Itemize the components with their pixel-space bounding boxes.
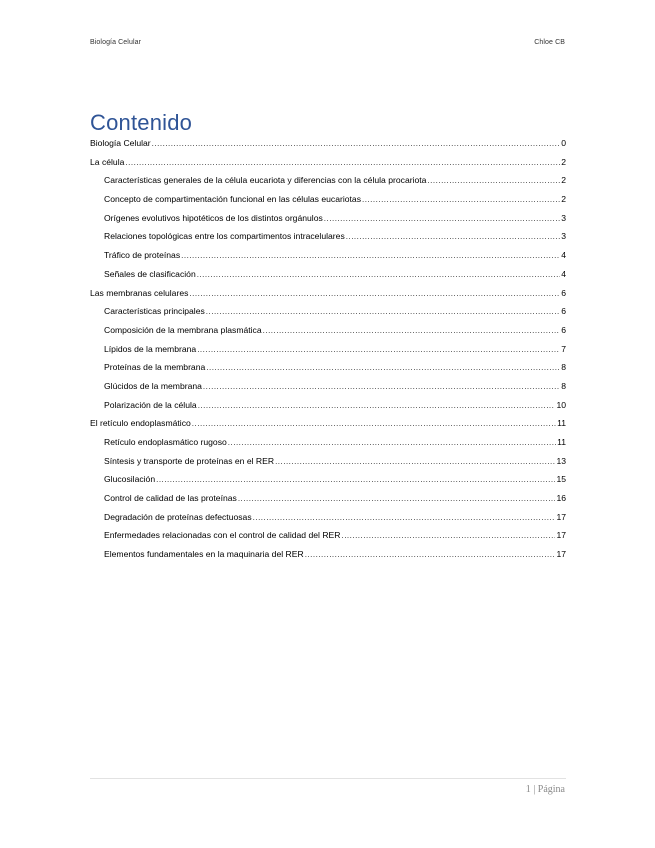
toc-entry[interactable] <box>90 175 566 194</box>
toc-leader-dots <box>253 513 556 522</box>
toc-entry-label: Biología Celular <box>90 138 151 148</box>
toc-entry-page: 16 <box>556 493 566 504</box>
toc-entry-page: 15 <box>556 474 566 485</box>
toc-entry-label: Polarización de la célula <box>104 399 197 410</box>
table-of-contents <box>90 138 566 568</box>
toc-leader-dots <box>263 326 561 335</box>
toc-entry-page: 17 <box>556 549 566 560</box>
toc-entry-page: 6 <box>561 324 566 335</box>
toc-entry-label: Retículo endoplasmático rugoso <box>104 437 227 447</box>
toc-entry-page: 2 <box>561 194 566 205</box>
toc-entry-page: 2 <box>561 156 566 167</box>
toc-leader-dots <box>228 438 556 447</box>
toc-entry-page: 3 <box>561 212 566 223</box>
toc-entry-page: 11 <box>557 437 566 447</box>
toc-entry-label: Señales de clasificación <box>104 268 196 279</box>
toc-entry-label: Tráfico de proteínas <box>104 250 181 261</box>
toc-entry-page: 6 <box>561 287 566 298</box>
toc-entry-page: 0 <box>561 138 566 148</box>
toc-entry[interactable] <box>90 344 566 363</box>
toc-entry[interactable] <box>90 306 566 325</box>
toc-entry-label: Orígenes evolutivos hipotéticos de los distintos orgánulos <box>104 212 323 223</box>
toc-entry[interactable] <box>90 325 566 344</box>
toc-entry-label: Elementos fundamentales en la maquinaria del RER <box>104 549 304 560</box>
footer-divider <box>90 778 566 779</box>
toc-entry-page: 17 <box>556 511 566 522</box>
toc-entry-label: Las membranas celulares <box>90 287 189 298</box>
toc-entry-label: Síntesis y transporte de proteínas en el RER <box>104 455 275 466</box>
toc-entry[interactable] <box>90 288 566 307</box>
toc-leader-dots <box>192 419 556 428</box>
toc-entry-page: 4 <box>561 250 566 261</box>
toc-entry[interactable] <box>90 231 566 250</box>
page-title: Contenido <box>90 110 193 135</box>
toc-entry[interactable] <box>90 530 566 549</box>
toc-entry[interactable] <box>90 213 566 232</box>
toc-leader-dots <box>181 251 560 260</box>
toc-entry-page: 10 <box>556 399 566 410</box>
toc-entry[interactable] <box>90 194 566 213</box>
toc-entry[interactable] <box>90 418 566 437</box>
toc-leader-dots <box>156 475 555 484</box>
toc-leader-dots <box>152 139 561 148</box>
toc-entry-page: 3 <box>561 231 566 242</box>
toc-leader-dots <box>206 363 560 372</box>
toc-leader-dots <box>203 382 560 391</box>
toc-entry-label: Concepto de compartimentación funcional en las células eucariotas <box>104 194 362 205</box>
toc-entry-page: 17 <box>556 530 566 541</box>
toc-entry[interactable] <box>90 381 566 400</box>
toc-leader-dots <box>341 531 555 540</box>
toc-entry-page: 11 <box>557 418 566 429</box>
toc-entry[interactable] <box>90 437 566 456</box>
toc-entry[interactable] <box>90 269 566 288</box>
toc-entry-label: Características generales de la célula eucariota y diferencias con la célula procariota <box>104 175 427 186</box>
toc-leader-dots <box>275 457 555 466</box>
toc-entry-label: El retículo endoplasmático <box>90 418 191 429</box>
toc-entry[interactable] <box>90 362 566 381</box>
toc-entry-page: 13 <box>556 455 566 466</box>
toc-leader-dots <box>206 307 560 316</box>
toc-entry-page: 8 <box>561 362 566 373</box>
toc-entry-label: Características principales <box>104 306 205 317</box>
toc-entry-page: 2 <box>561 175 566 186</box>
toc-entry-label: Proteínas de la membrana <box>104 362 206 373</box>
toc-leader-dots <box>346 232 560 241</box>
toc-entry[interactable] <box>90 400 566 419</box>
toc-entry-label: Glúcidos de la membrana <box>104 380 202 391</box>
toc-entry-label: Relaciones topológicas entre los compartimentos intracelulares <box>104 231 345 242</box>
toc-entry[interactable] <box>90 456 566 475</box>
toc-leader-dots <box>324 214 560 223</box>
toc-entry[interactable] <box>90 157 566 176</box>
toc-entry-label: La célula <box>90 156 125 167</box>
toc-entry-page: 7 <box>561 343 566 354</box>
toc-entry-page: 4 <box>561 268 566 279</box>
page-number: 1 | Página <box>525 784 565 795</box>
toc-entry-page: 6 <box>561 306 566 317</box>
toc-leader-dots <box>362 195 560 204</box>
toc-entry-label: Control de calidad de las proteínas <box>104 493 237 504</box>
toc-entry[interactable] <box>90 250 566 269</box>
toc-leader-dots <box>197 345 560 354</box>
toc-leader-dots <box>238 494 556 503</box>
toc-entry-page: 8 <box>561 380 566 391</box>
toc-entry-label: Lípidos de la membrana <box>104 343 197 354</box>
toc-entry-label: Enfermedades relacionadas con el control de calidad del RER <box>104 530 341 541</box>
header-left: Biología Celular <box>90 39 142 46</box>
toc-entry-label: Degradación de proteínas defectuosas <box>104 511 252 522</box>
toc-entry[interactable] <box>90 512 566 531</box>
toc-leader-dots <box>305 550 556 559</box>
toc-leader-dots <box>125 158 560 167</box>
header-right: Chloe CB <box>534 39 565 46</box>
toc-entry[interactable] <box>90 493 566 512</box>
toc-leader-dots <box>189 289 560 298</box>
toc-entry-label: Glucosilación <box>104 474 156 485</box>
toc-entry[interactable] <box>90 138 566 157</box>
toc-leader-dots <box>198 401 556 410</box>
toc-leader-dots <box>197 270 560 279</box>
toc-entry[interactable] <box>90 474 566 493</box>
toc-entry-label: Composición de la membrana plasmática <box>104 324 262 335</box>
toc-entry[interactable] <box>90 549 566 568</box>
toc-leader-dots <box>427 176 560 185</box>
